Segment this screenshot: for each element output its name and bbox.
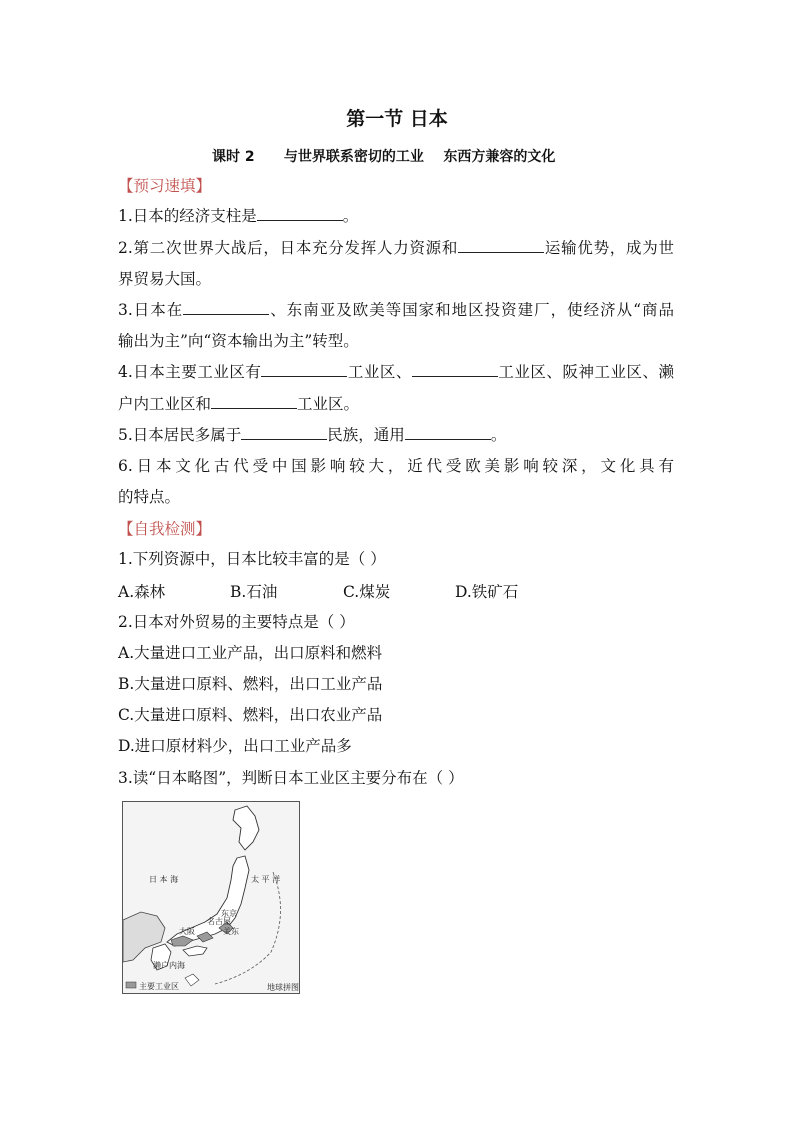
map-background xyxy=(123,802,299,993)
seto-inland-sea-label: 濑户内海 xyxy=(153,961,185,970)
check-question-1-stem: 1.下列资源中，日本比较丰富的是（ ） xyxy=(118,550,386,568)
legend-swatch xyxy=(126,982,136,988)
japan-sketch-map xyxy=(122,801,300,994)
check-heading: 【自我检测】 xyxy=(118,520,212,538)
check-q1-option-d[interactable]: D.铁矿石 xyxy=(455,583,519,601)
answer-blank[interactable] xyxy=(412,362,498,377)
check-q1-option-b[interactable]: B.石油 xyxy=(230,583,278,601)
osaka-label: 大阪 xyxy=(179,927,195,936)
japan-map-graphic xyxy=(123,802,299,993)
check-q1-option-c[interactable]: C.煤炭 xyxy=(343,583,391,601)
answer-blank[interactable] xyxy=(405,425,491,440)
preview-heading: 【预习速填】 xyxy=(118,177,212,195)
answer-blank[interactable] xyxy=(241,425,327,440)
preview-question-2-cont: 界贸易大国。 xyxy=(118,270,212,288)
check-q1-option-a[interactable]: A.森林 xyxy=(118,583,166,601)
check-q2-option-b[interactable]: B.大量进口原料、燃料，出口工业产品 xyxy=(118,675,383,693)
nagoya-label: 名古屋 xyxy=(207,917,231,926)
preview-question-2: 2.第二次世界大战后，日本充分发挥人力资源和 运输优势，成为世 xyxy=(118,239,674,257)
preview-question-6-cont: 的特点。 xyxy=(118,488,181,506)
answer-blank[interactable] xyxy=(211,394,297,409)
preview-question-3-cont: 输出为主”向“资本输出为主”转型。 xyxy=(118,332,359,350)
answer-blank[interactable] xyxy=(183,300,269,315)
legend-label: 主要工业区 xyxy=(139,982,179,991)
lesson-subtitle: 课时 2 与世界联系密切的工业 东西方兼容的文化 xyxy=(212,149,556,165)
preview-question-5: 5.日本居民多属于 民族，通用 。 xyxy=(118,426,507,444)
preview-question-4: 4.日本主要工业区有 工业区、 工业区、阪神工业区、濑 xyxy=(118,363,674,381)
kanto-label: 关东 xyxy=(223,927,239,936)
check-q2-option-a[interactable]: A.大量进口工业产品，出口原料和燃料 xyxy=(118,644,383,662)
pacific-label: 太 平 洋 xyxy=(251,875,281,884)
page-title: 第一节 日本 xyxy=(346,108,448,130)
answer-blank[interactable] xyxy=(261,362,347,377)
tokyo-label: 东京 xyxy=(221,909,237,918)
preview-question-3: 3.日本在 、东南亚及欧美等国家和地区投资建厂，使经济从“商品 xyxy=(118,301,674,319)
answer-blank[interactable] xyxy=(257,206,343,221)
check-q2-option-d[interactable]: D.进口原材料少，出口工业产品多 xyxy=(118,737,352,755)
preview-question-4-cont: 户内工业区和 工业区。 xyxy=(118,395,360,413)
check-question-3-stem: 3.读“日本略图”，判断日本工业区主要分布在（ ） xyxy=(118,769,464,787)
preview-question-6: 6.日本文化古代受中国影响较大，近代受欧美影响较深，文化具有 xyxy=(118,457,674,475)
preview-question-1: 1.日本的经济支柱是 。 xyxy=(118,207,359,225)
check-q2-option-c[interactable]: C.大量进口原料、燃料，出口农业产品 xyxy=(118,706,383,724)
check-question-2-stem: 2.日本对外贸易的主要特点是（ ） xyxy=(118,613,355,631)
sea-of-japan-label: 日 本 海 xyxy=(149,875,179,884)
map-source-label: 地球拼图 xyxy=(267,983,299,992)
answer-blank[interactable] xyxy=(458,238,544,253)
